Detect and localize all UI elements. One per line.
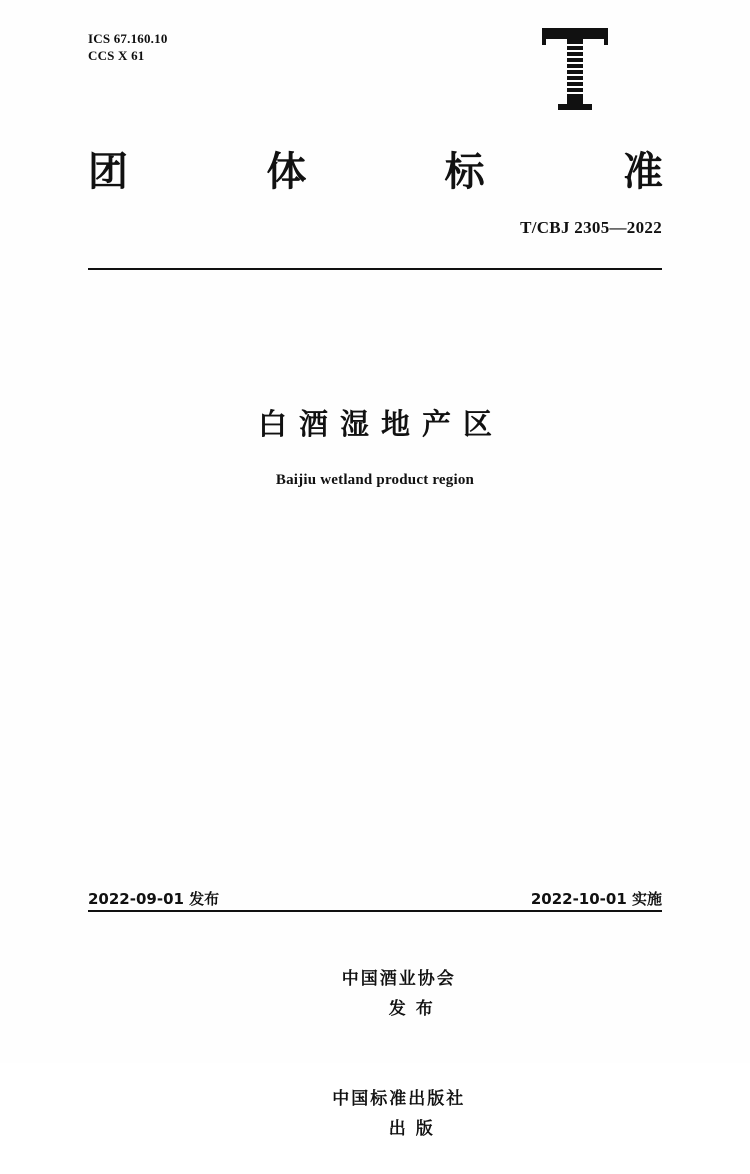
footer-divider [88, 910, 662, 912]
publisher-line [0, 1054, 750, 1174]
t-logo-icon [540, 26, 610, 112]
document-title-chinese: 白酒湿地产区 [257, 407, 504, 441]
publisher-line [0, 934, 750, 1054]
publisher-action-1: 发 布 [388, 999, 435, 1019]
ics-code: ICS 67.160.10 [88, 31, 168, 46]
standard-type-title [88, 140, 663, 197]
document-title-english: Baijiu wetland product region [275, 472, 475, 488]
standard-type-char-0: 团 [88, 149, 128, 195]
classification-codes [88, 30, 168, 64]
standard-number: T/CBJ 2305—2022 [520, 218, 662, 237]
publisher-block [0, 934, 750, 1174]
issue-date: 2022-09-01 发布 [88, 890, 220, 908]
standard-type-char-1: 体 [266, 149, 307, 195]
publisher-org-2: 中国标准出版社 [332, 1089, 466, 1109]
publisher-action-2: 出 版 [388, 1119, 435, 1139]
standard-type-char-3: 准 [622, 149, 663, 195]
standard-type-char-2: 标 [444, 149, 485, 195]
ccs-code: CCS X 61 [88, 48, 145, 63]
publisher-org-1: 中国酒业协会 [341, 969, 456, 989]
header-divider [88, 268, 662, 270]
implementation-date: 2022-10-01 实施 [530, 890, 662, 908]
